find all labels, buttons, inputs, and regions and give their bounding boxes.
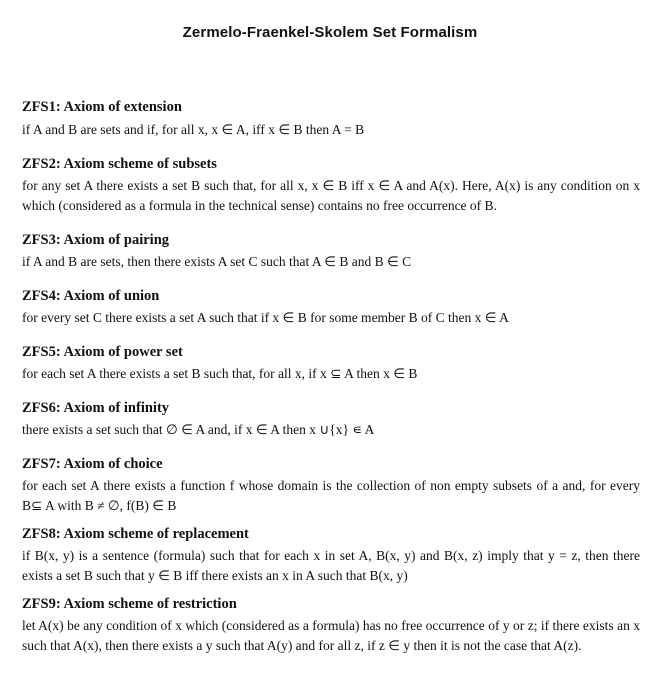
axiom-text: for each set A there exists a set B such that, for all x, if x ⊆ A then x ∈ B: [22, 366, 418, 381]
axiom-heading: ZFS6: Axiom of infinity: [22, 400, 170, 416]
axiom-heading: ZFS1: Axiom of extension: [22, 99, 182, 115]
axiom-text: if A and B are sets, then there exists A set C such that A ∈ B and B ∈ C: [22, 254, 412, 269]
axiom-heading: ZFS8: Axiom scheme of replacement: [22, 526, 249, 542]
axiom-zfs3: [22, 231, 640, 272]
axiom-heading: ZFS4: Axiom of union: [22, 288, 160, 304]
axiom-text: for each set A there exists a function f whose domain is the collection of non empty subsets of a and, for every B⊆ A with B ≠ ∅, f(B) ∈ B: [22, 478, 640, 513]
axiom-text: if A and B are sets and if, for all x, x ∈ A, iff x ∈ B then A = B: [22, 122, 365, 137]
axiom-text: if B(x, y) is a sentence (formula) such that for each x in set A, B(x, y) and B(x, z) imply that y = z, then there exists a set B such that y ∈ B iff there exists an x in A such that B(x, y): [22, 548, 640, 583]
axiom-zfs4: [22, 287, 640, 328]
axiom-zfs1: [22, 98, 640, 140]
axiom-zfs9: [22, 595, 640, 656]
axiom-zfs7: [22, 455, 640, 516]
axiom-heading: ZFS2: Axiom scheme of subsets: [22, 156, 217, 172]
document-title: Zermelo-Fraenkel-Skolem Set Formalism: [182, 24, 478, 41]
axiom-zfs6: [22, 399, 640, 440]
axiom-text: there exists a set such that ∅ ∈ A and, if x ∈ A then x ∪{x} ∊ A: [22, 422, 375, 437]
axiom-zfs5: [22, 343, 640, 384]
axiom-heading: ZFS9: Axiom scheme of restriction: [22, 596, 237, 612]
axiom-zfs2: [22, 155, 640, 216]
axiom-text: for every set C there exists a set A such that if x ∈ B for some member B of C then x ∈ A: [22, 310, 509, 325]
axiom-list: [22, 98, 640, 656]
axiom-heading: ZFS5: Axiom of power set: [22, 344, 183, 360]
axiom-text: for any set A there exists a set B such that, for all x, x ∈ B iff x ∈ A and A(x). Here, A(x) is any condition on x which (considered as a formula in the technical sense) contains no free occurrence of B.: [22, 178, 640, 213]
axiom-heading: ZFS7: Axiom of choice: [22, 456, 163, 472]
axiom-text: let A(x) be any condition of x which (considered as a formula) has no free occurrence of y or z; if there exists an x such that A(x), then there exists a y such that A(y) and for all z, if z ∈ y then it is not the case that A(z).: [22, 618, 640, 653]
axiom-zfs8: [22, 525, 640, 586]
axiom-heading: ZFS3: Axiom of pairing: [22, 232, 170, 248]
